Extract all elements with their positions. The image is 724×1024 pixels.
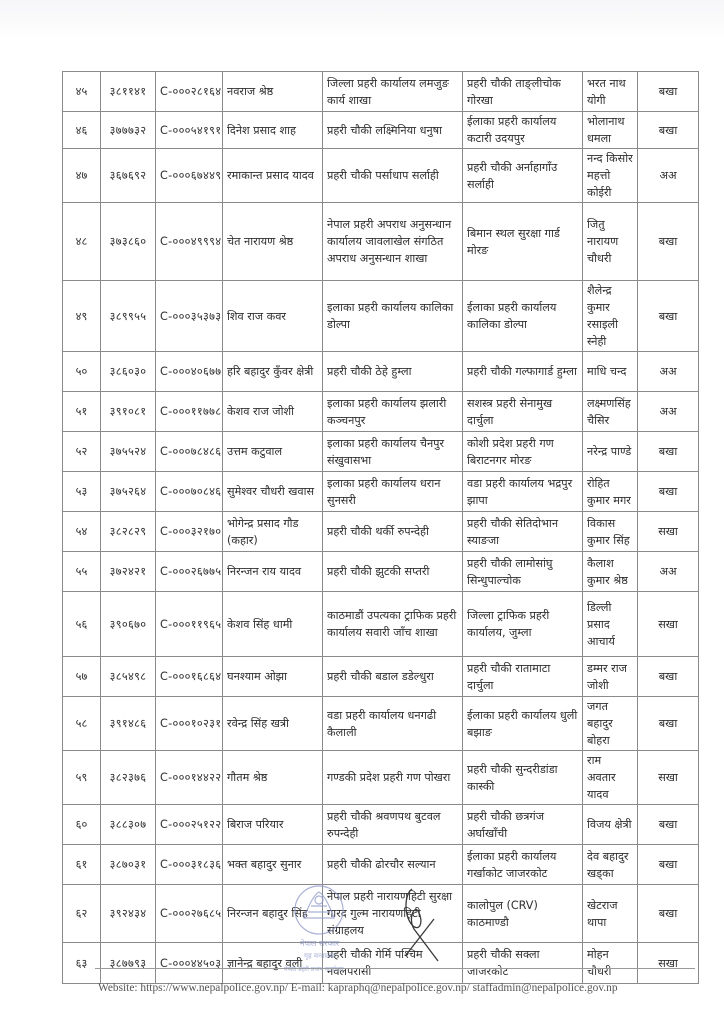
supervisor-cell: राम अवतार यादव	[583, 751, 638, 805]
transfer-office-cell: प्रहरी चौकी लामोसांघु सिन्धुपाल्चोक	[463, 552, 583, 592]
name-cell: निरन्जन बहादुर सिंह	[223, 885, 323, 943]
name-cell: निरन्जन राय यादव	[223, 552, 323, 592]
employee-number-cell: ३७७७३२	[101, 112, 156, 149]
serial-number-cell: ५४	[63, 512, 101, 552]
current-office-cell: इलाका प्रहरी कार्यालय झलारी कञ्चनपुर	[323, 392, 463, 432]
transfer-office-cell: ईलाका प्रहरी कार्यालय धुली बझाङ	[463, 697, 583, 751]
name-cell: भोगेन्द्र प्रसाद गौड (कहार)	[223, 512, 323, 552]
seal-text-3: नेपाल प्रहरी प्रधान कार्यालय	[284, 966, 344, 973]
code-id-cell: C-०००१०२३१	[156, 697, 223, 751]
table-row	[63, 845, 699, 885]
supervisor-cell: डम्मर राज जोशी	[583, 657, 638, 697]
serial-number-cell: ४८	[63, 203, 101, 281]
code-id-cell: C-०००११७७८	[156, 392, 223, 432]
name-cell: बिराज परियार	[223, 805, 323, 845]
transfer-office-cell: प्रहरी चौकी सक्ला जाजरकोट	[463, 943, 583, 984]
code-id-cell: C-०००२६७७५	[156, 552, 223, 592]
name-cell: दिनेश प्रसाद शाह	[223, 112, 323, 149]
supervisor-cell: विजय क्षेत्री	[583, 805, 638, 845]
name-cell: सुमेश्वर चौधरी खवास	[223, 472, 323, 512]
transfer-office-cell: प्रहरी चौकी अर्नाहागाँउ सर्लाही	[463, 149, 583, 203]
current-office-cell: काठमाडौं उपत्यका ट्राफिक प्रहरी कार्यालय सवारी जाँच शाखा	[323, 592, 463, 657]
transfer-office-cell: ईलाका प्रहरी कार्यालय गर्खाकोट जाजरकोट	[463, 845, 583, 885]
rank-cell: सखा	[638, 943, 699, 984]
code-id-cell: C-०००१४४२२	[156, 751, 223, 805]
current-office-cell: प्रहरी चौकी ढोरचौर सल्यान	[323, 845, 463, 885]
table-row	[63, 112, 699, 149]
code-id-cell: C-०००५४१९१	[156, 112, 223, 149]
code-id-cell: C-०००२८१६४	[156, 72, 223, 112]
employee-number-cell: ३८७७९३	[101, 943, 156, 984]
serial-number-cell: ४५	[63, 72, 101, 112]
serial-number-cell: ५३	[63, 472, 101, 512]
supervisor-cell: जगत बहादुर बोहरा	[583, 697, 638, 751]
serial-number-cell: ५५	[63, 552, 101, 592]
serial-number-cell: ४६	[63, 112, 101, 149]
transfer-office-cell: प्रहरी चौकी ताङ्लीचोक गोरखा	[463, 72, 583, 112]
name-cell: नवराज श्रेष्ठ	[223, 72, 323, 112]
employee-number-cell: ३८७०३१	[101, 845, 156, 885]
name-cell: ज्ञानेन्द्र बहादुर वली	[223, 943, 323, 984]
serial-number-cell: ५६	[63, 592, 101, 657]
serial-number-cell: ५१	[63, 392, 101, 432]
table-row	[63, 149, 699, 203]
employee-number-cell: ३७५२६४	[101, 472, 156, 512]
serial-number-cell: ६२	[63, 885, 101, 943]
table-row	[63, 751, 699, 805]
name-cell: भक्त बहादुर सुनार	[223, 845, 323, 885]
code-id-cell: C-०००७८४८६	[156, 432, 223, 472]
rank-cell: बखा	[638, 697, 699, 751]
current-office-cell: इलाका प्रहरी कार्यालय धरान सुनसरी	[323, 472, 463, 512]
table-row	[63, 592, 699, 657]
serial-number-cell: ६१	[63, 845, 101, 885]
employee-number-cell: ३६७६९२	[101, 149, 156, 203]
transfer-table	[62, 71, 699, 984]
serial-number-cell: ६०	[63, 805, 101, 845]
transfer-office-cell: जिल्ला ट्राफिक प्रहरी कार्यालय, जुम्ला	[463, 592, 583, 657]
scan-shade	[0, 0, 724, 40]
transfer-office-cell: प्रहरी चौकी रातामाटा दार्चुला	[463, 657, 583, 697]
employee-number-cell: ३९१०८१	[101, 392, 156, 432]
code-id-cell: C-०००६७४४९	[156, 149, 223, 203]
transfer-office-cell: कालोपुल (CRV) काठमाण्डौ	[463, 885, 583, 943]
transfer-office-cell: सशस्त्र प्रहरी सेनामुख दार्चुला	[463, 392, 583, 432]
code-id-cell: C-०००४४५०३	[156, 943, 223, 984]
code-id-cell: C-०००३५३७३	[156, 281, 223, 352]
rank-cell: बखा	[638, 432, 699, 472]
name-cell: रमाकान्त प्रसाद यादव	[223, 149, 323, 203]
serial-number-cell: ६३	[63, 943, 101, 984]
footer-divider	[95, 968, 695, 969]
table-row	[63, 885, 699, 943]
seal-text-2: गृह मन्त्रालय	[304, 952, 335, 960]
employee-number-cell: ३९०६७०	[101, 592, 156, 657]
supervisor-cell: भरत नाथ योगी	[583, 72, 638, 112]
table-row	[63, 72, 699, 112]
transfer-office-cell: प्रहरी चौकी सुन्दरीडांडा कास्की	[463, 751, 583, 805]
transfer-office-cell: प्रहरी चौकी सेतिदोभान स्याङजा	[463, 512, 583, 552]
supervisor-cell: लक्ष्मणसिंह चैसिर	[583, 392, 638, 432]
employee-number-cell: ३७३८६०	[101, 203, 156, 281]
rank-cell: बखा	[638, 112, 699, 149]
current-office-cell: प्रहरी चौकी ठेहे हुम्ला	[323, 352, 463, 392]
current-office-cell: प्रहरी चौकी श्रवणपथ बुटवल रुपन्देही	[323, 805, 463, 845]
current-office-cell: नेपाल प्रहरी नारायणहिटी सुरक्षा गारद गुल्म नारायणहिटी संग्राहलय	[323, 885, 463, 943]
rank-cell: सखा	[638, 751, 699, 805]
transfer-office-cell: प्रहरी चौकी छत्रगंज अर्घाखाँची	[463, 805, 583, 845]
current-office-cell: प्रहरी चौकी गेर्मि पश्चिम नवलपरासी	[323, 943, 463, 984]
table-row	[63, 352, 699, 392]
code-id-cell: C-०००२७६८५	[156, 885, 223, 943]
rank-cell: सखा	[638, 512, 699, 552]
current-office-cell: इलाका प्रहरी कार्यालय चैनपुर संखुवासभा	[323, 432, 463, 472]
supervisor-cell: शैलेन्द्र कुमार रसाइली स्नेही	[583, 281, 638, 352]
rank-cell: बखा	[638, 805, 699, 845]
employee-number-cell: ३९१४८६	[101, 697, 156, 751]
employee-number-cell: ३९२४३४	[101, 885, 156, 943]
name-cell: चेत नारायण श्रेष्ठ	[223, 203, 323, 281]
table-row	[63, 943, 699, 984]
table-row	[63, 697, 699, 751]
code-id-cell: C-०००११९६५	[156, 592, 223, 657]
table-row	[63, 472, 699, 512]
current-office-cell: वडा प्रहरी कार्यालय धनगढी कैलाली	[323, 697, 463, 751]
rank-cell: अअ	[638, 352, 699, 392]
footer-contact: Website: https://www.nepalpolice.gov.np/ E-mail: kapraphq@nepalpolice.gov.np/ staffadmin@nepalpolice.gov.np	[98, 982, 618, 994]
seal-text-1: नेपाल सरकार	[300, 939, 340, 948]
supervisor-cell: नरेन्द्र पाण्डे	[583, 432, 638, 472]
name-cell: केशव सिंह धामी	[223, 592, 323, 657]
current-office-cell: प्रहरी चौकी बडाल डडेल्धुरा	[323, 657, 463, 697]
rank-cell: बखा	[638, 281, 699, 352]
table-row	[63, 392, 699, 432]
rank-cell: अअ	[638, 552, 699, 592]
supervisor-cell: देव बहादुर खड्का	[583, 845, 638, 885]
serial-number-cell: ५९	[63, 751, 101, 805]
code-id-cell: C-०००४९९९४	[156, 203, 223, 281]
code-id-cell: C-०००१६८६४	[156, 657, 223, 697]
name-cell: उत्तम कटुवाल	[223, 432, 323, 472]
current-office-cell: जिल्ला प्रहरी कार्यालय लमजुङ कार्य शाखा	[323, 72, 463, 112]
serial-number-cell: ५७	[63, 657, 101, 697]
serial-number-cell: ५०	[63, 352, 101, 392]
code-id-cell: C-०००३१८३६	[156, 845, 223, 885]
code-id-cell: C-०००४०६७७	[156, 352, 223, 392]
supervisor-cell: कैलाश कुमार श्रेष्ठ	[583, 552, 638, 592]
transfer-office-cell: ईलाका प्रहरी कार्यालय कटारी उदयपुर	[463, 112, 583, 149]
code-id-cell: C-०००३२१७०	[156, 512, 223, 552]
table-row	[63, 552, 699, 592]
rank-cell: बखा	[638, 657, 699, 697]
table-row	[63, 432, 699, 472]
serial-number-cell: ५८	[63, 697, 101, 751]
employee-number-cell: ३८२३७६	[101, 751, 156, 805]
rank-cell: बखा	[638, 472, 699, 512]
employee-number-cell: ३८८३०७	[101, 805, 156, 845]
table-row	[63, 657, 699, 697]
current-office-cell: प्रहरी चौकी पर्साधाप सर्लाही	[323, 149, 463, 203]
serial-number-cell: ५२	[63, 432, 101, 472]
current-office-cell: प्रहरी चौकी लक्ष्मिनिया धनुषा	[323, 112, 463, 149]
employee-number-cell: ३८६०३०	[101, 352, 156, 392]
transfer-office-cell: प्रहरी चौकी गल्फागार्ड हुम्ला	[463, 352, 583, 392]
transfer-office-cell: बिमान स्थल सुरक्षा गार्ड मोरङ	[463, 203, 583, 281]
rank-cell: बखा	[638, 203, 699, 281]
transfer-office-cell: ईलाका प्रहरी कार्यालय कालिका डोल्पा	[463, 281, 583, 352]
transfer-office-cell: वडा प्रहरी कार्यालय भद्रपुर झापा	[463, 472, 583, 512]
supervisor-cell: भोलानाथ धमला	[583, 112, 638, 149]
serial-number-cell: ४७	[63, 149, 101, 203]
current-office-cell: प्रहरी चौकी थर्की रुपन्देही	[323, 512, 463, 552]
rank-cell: बखा	[638, 72, 699, 112]
name-cell: रवेन्द्र सिंह खत्री	[223, 697, 323, 751]
rank-cell: अअ	[638, 392, 699, 432]
current-office-cell: इलाका प्रहरी कार्यालय कालिका डोल्पा	[323, 281, 463, 352]
name-cell: हरि बहादुर कुँवर क्षेत्री	[223, 352, 323, 392]
employee-number-cell: ३८५४९८	[101, 657, 156, 697]
rank-cell: अअ	[638, 149, 699, 203]
employee-number-cell: ३८९९५५	[101, 281, 156, 352]
supervisor-cell: नन्द किसोर महत्तो कोईरी	[583, 149, 638, 203]
rank-cell: बखा	[638, 885, 699, 943]
name-cell: घनश्याम ओझा	[223, 657, 323, 697]
table-row	[63, 281, 699, 352]
current-office-cell: प्रहरी चौकी झुटकी सप्तरी	[323, 552, 463, 592]
supervisor-cell: मोहन चौधरी	[583, 943, 638, 984]
supervisor-cell: विकास कुमार सिंह	[583, 512, 638, 552]
table-row	[63, 805, 699, 845]
supervisor-cell: जितु नारायण चौधरी	[583, 203, 638, 281]
transfer-office-cell: कोशी प्रदेश प्रहरी गण बिराटनगर मोरङ	[463, 432, 583, 472]
supervisor-cell: खेटराज थापा	[583, 885, 638, 943]
supervisor-cell: डिल्ली प्रसाद आचार्य	[583, 592, 638, 657]
name-cell: केशव राज जोशी	[223, 392, 323, 432]
supervisor-cell: रोहित कुमार मगर	[583, 472, 638, 512]
supervisor-cell: माधि चन्द	[583, 352, 638, 392]
rank-cell: सखा	[638, 592, 699, 657]
name-cell: शिव राज कवर	[223, 281, 323, 352]
code-id-cell: C-०००२५१२२	[156, 805, 223, 845]
rank-cell: बखा	[638, 845, 699, 885]
name-cell: गौतम श्रेष्ठ	[223, 751, 323, 805]
current-office-cell: नेपाल प्रहरी अपराध अनुसन्धान कार्यालय जावलाखेल संगठित अपराध अनुसन्धान शाखा	[323, 203, 463, 281]
employee-number-cell: ३८११४१	[101, 72, 156, 112]
employee-number-cell: ३८२८२९	[101, 512, 156, 552]
table-row	[63, 512, 699, 552]
table-body	[63, 72, 699, 984]
code-id-cell: C-०००७०८४६	[156, 472, 223, 512]
current-office-cell: गण्डकी प्रदेश प्रहरी गण पोखरा	[323, 751, 463, 805]
serial-number-cell: ४९	[63, 281, 101, 352]
employee-number-cell: ३७५५२४	[101, 432, 156, 472]
table-row	[63, 203, 699, 281]
employee-number-cell: ३७२४२१	[101, 552, 156, 592]
